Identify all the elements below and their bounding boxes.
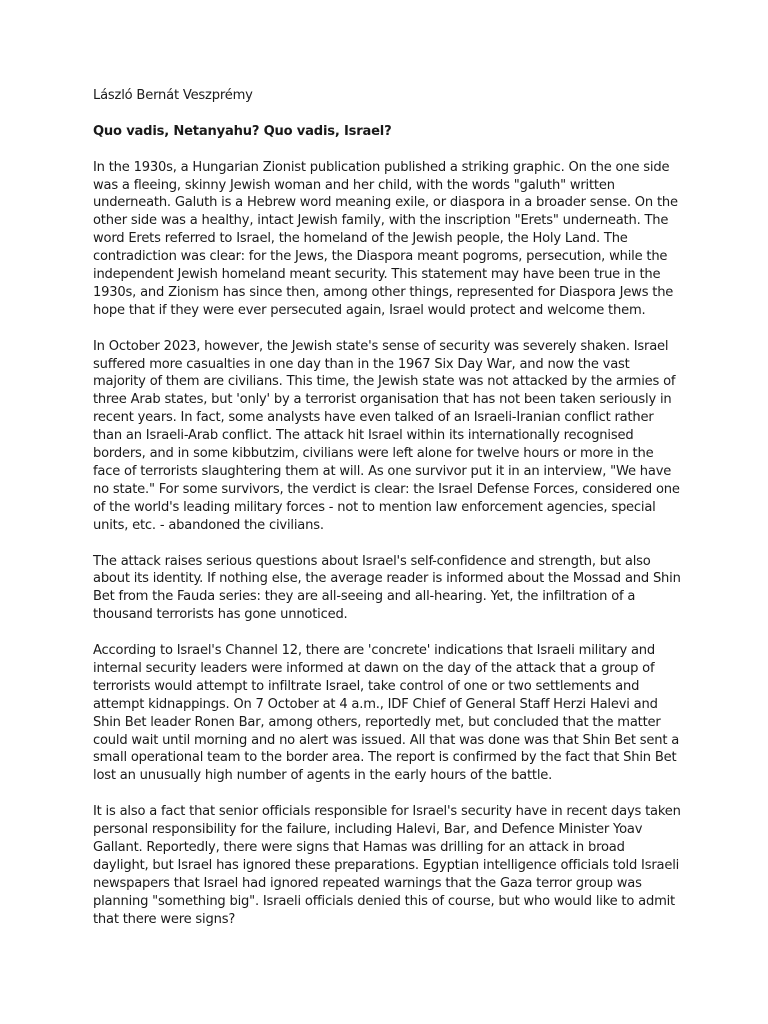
paragraph-2: In October 2023, however, the Jewish state's sense of security was severely shaken. Israel suffered more casualties in one day than in the 1967 Six Day War, and now the vast majority of them are civilians. This time, the Jewish state was not attacked by the armies of three Arab states, but 'only' by a terrorist organisation that has not been taken seriously in recent years. In fact, some analysts have even talked of an Israeli-Iranian conflict rather than an Israeli-Arab conflict. The attack hit Israel within its internationally recognised borders, and in some kibbutzim, civilians were left alone for twelve hours or more in the face of terrorists slaughtering them at will. As one survivor put it in an interview, "We have no state." For some survivors, the verdict is clear: the Israel Defense Forces, considered one of the world's leading military forces - not to mention law enforcement agencies, special units, etc. - abandoned the civilians. [93, 338, 680, 533]
paragraph-5: It is also a fact that senior officials responsible for Israel's security have in recent days taken personal responsibility for the failure, including Halevi, Bar, and Defence Minister Yoav Gallant. Reportedly, there were signs that Hamas was drilling for an attack in broad daylight, but Israel has ignored these preparations. Egyptian intelligence officials told Israeli newspapers that Israel had ignored repeated warnings that the Gaza terror group was planning "something big". Israeli officials denied this of course, but who would like to admit that there were signs? [93, 804, 681, 927]
paragraph-1: In the 1930s, a Hungarian Zionist publication published a striking graphic. On the one side was a fleeing, skinny Jewish woman and her child, with the words "galuth" written underneath. Galuth is a Hebrew word meaning exile, or diaspora in a broader sense. On the other side was a healthy, intact Jewish family, with the inscription "Erets" underneath. The word Erets referred to Israel, the homeland of the Jewish people, the Holy Land. The contradiction was clear: for the Jews, the Diaspora meant pogroms, persecution, while the independent Jewish homeland meant security. This statement may have been true in the 1930s, and Zionism has since then, among other things, represented for Diaspora Jews the hope that if they were ever persecuted again, Israel would protect and welcome them. [93, 159, 678, 318]
author-name: László Bernát Veszprémy [93, 88, 253, 103]
paragraph-4: According to Israel's Channel 12, there are 'concrete' indications that Israeli military and internal security leaders were informed at dawn on the day of the attack that a group of terrorists would attempt to infiltrate Israel, take control of one or two settlements and attempt kidnappings. On 7 October at 4 a.m., IDF Chief of General Staff Herzi Halevi and Shin Bet leader Ronen Bar, among others, reportedly met, but concluded that the matter could wait until morning and no alert was issued. All that was done was that Shin Bet sent a small operational team to the border area. The report is confirmed by the fact that Shin Bet lost an unusually high number of agents in the early hours of the battle. [93, 643, 680, 784]
paragraph-3: The attack raises serious questions about Israel's self-confidence and strength, but also about its identity. If nothing else, the average reader is informed about the Mossad and Shin Bet from the Fauda series: they are all-seeing and all-hearing. Yet, the infiltration of a thousand terrorists has gone unnoticed. [93, 553, 681, 623]
article-title: Quo vadis, Netanyahu? Quo vadis, Israel? [93, 123, 392, 139]
document-page [93, 87, 683, 946]
